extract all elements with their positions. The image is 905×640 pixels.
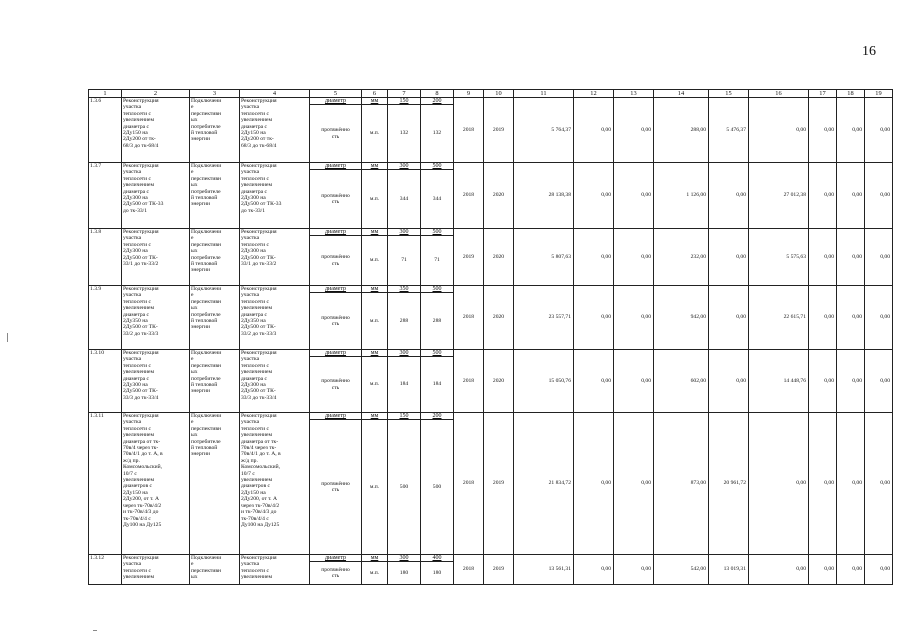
amount-c13: 0,00 <box>614 350 654 413</box>
column-number-cell: 3 <box>190 90 240 98</box>
value-before: 300 <box>388 555 421 562</box>
year-start: 2018 <box>454 555 484 585</box>
value-before: 300 <box>388 163 421 170</box>
project-name: Реконструкция участка теплосети с увеличением диаметра от тк- 70в/4 через тк- 70в/4/1 до т. А, в ж/д пр. Комсомольский, 10/7 с увеличением диаметров с 2Ду150 на 2Ду200, от т. А через тк-70в/4/2 и тк-70в/4/3 до тк-70в/4/4 с Ду100 на Ду125 <box>122 413 190 555</box>
amount-c17: 0,00 <box>809 555 837 585</box>
project-purpose: Подключени е перспективн ых потребителе й тепловой энергии <box>190 286 240 350</box>
table-row <box>89 350 893 357</box>
column-number-cell: 16 <box>749 90 809 98</box>
table-row <box>89 98 893 105</box>
value-after: 180 <box>421 562 454 585</box>
project-purpose: Подключени е перспективн ых потребителе й тепловой энергии <box>190 229 240 286</box>
amount-c14: 1 126,00 <box>654 163 709 229</box>
amount-c19: 0,00 <box>865 229 893 286</box>
amount-c19: 0,00 <box>865 555 893 585</box>
year-end: 2020 <box>484 286 514 350</box>
amount-c16: 14 448,76 <box>749 350 809 413</box>
year-end: 2020 <box>484 163 514 229</box>
amount-c12: 0,00 <box>574 163 614 229</box>
value-after: 500 <box>421 163 454 170</box>
parameter-unit: м.п. <box>362 170 388 229</box>
value-after: 500 <box>421 420 454 555</box>
column-number-cell: 8 <box>421 90 454 98</box>
project-description: Реконструкция участка теплосети с увеличением диаметра с 2Ду350 на 2Ду500 от ТК- 33/2 до тк-33/3 <box>240 286 310 350</box>
amount-c13: 0,00 <box>614 413 654 555</box>
parameter-name: протяжённо сть <box>310 420 362 555</box>
amount-c13: 0,00 <box>614 229 654 286</box>
value-before: 184 <box>388 357 421 413</box>
value-after: 200 <box>421 413 454 420</box>
value-after: 500 <box>421 286 454 293</box>
row-code: 1.3.7 <box>89 163 122 229</box>
project-name: Реконструкция участка теплосети с 2Ду300 на 2Ду500 от ТК- 33/1 до тк-33/2 <box>122 229 190 286</box>
column-number-cell: 6 <box>362 90 388 98</box>
amount-c17: 0,00 <box>809 163 837 229</box>
column-number-cell: 14 <box>654 90 709 98</box>
amount-total: 28 138,38 <box>514 163 574 229</box>
value-after: 288 <box>421 293 454 350</box>
amount-c16: 0,00 <box>749 555 809 585</box>
amount-c14: 942,00 <box>654 286 709 350</box>
column-number-cell: 2 <box>122 90 190 98</box>
margin-mark <box>7 333 8 342</box>
value-after: 184 <box>421 357 454 413</box>
project-description: Реконструкция участка теплосети с увеличением диаметра от тк- 70в/4 через тк- 70в/4/1 до т. А, в ж/д пр. Комсомольский, 10/7 с увеличением диаметров с 2Ду150 на 2Ду200, от т. А через тк-70в/4/2 и тк-70в/4/3 до тк-70в/4/4 с Ду100 на Ду125 <box>240 413 310 555</box>
amount-c16: 22 615,71 <box>749 286 809 350</box>
year-end: 2019 <box>484 413 514 555</box>
parameter-name: диаметр <box>310 229 362 236</box>
parameter-name: диаметр <box>310 413 362 420</box>
column-number-cell: 9 <box>454 90 484 98</box>
value-before: 300 <box>388 229 421 236</box>
amount-total: 5 764,37 <box>514 98 574 163</box>
column-number-cell: 7 <box>388 90 421 98</box>
column-number-cell: 12 <box>574 90 614 98</box>
parameter-name: диаметр <box>310 163 362 170</box>
value-before: 344 <box>388 170 421 229</box>
table-row <box>89 163 893 170</box>
amount-c18: 0,00 <box>837 98 865 163</box>
year-start: 2018 <box>454 163 484 229</box>
year-start: 2019 <box>454 229 484 286</box>
value-after: 71 <box>421 236 454 286</box>
parameter-name: диаметр <box>310 350 362 357</box>
project-purpose: Подключени е перспективн ых потребителе й тепловой энергии <box>190 98 240 163</box>
amount-c19: 0,00 <box>865 163 893 229</box>
value-before: 150 <box>388 413 421 420</box>
project-description: Реконструкция участка теплосети с 2Ду300 на 2Ду500 от ТК- 33/1 до тк-33/2 <box>240 229 310 286</box>
parameter-unit: мм <box>362 229 388 236</box>
amount-c16: 0,00 <box>749 98 809 163</box>
parameter-unit: м.п. <box>362 105 388 163</box>
amount-c13: 0,00 <box>614 286 654 350</box>
project-purpose: Подключени е перспективн ых потребителе й тепловой энергии <box>190 350 240 413</box>
value-before: 132 <box>388 105 421 163</box>
amount-c14: 288,00 <box>654 98 709 163</box>
amount-c16: 5 575,63 <box>749 229 809 286</box>
project-description: Реконструкция участка теплосети с увеличением <box>240 555 310 585</box>
column-number-cell: 19 <box>865 90 893 98</box>
year-end: 2020 <box>484 229 514 286</box>
amount-c15: 0,00 <box>709 163 749 229</box>
amount-c17: 0,00 <box>809 350 837 413</box>
parameter-name: протяжённо сть <box>310 562 362 585</box>
amount-c15: 0,00 <box>709 229 749 286</box>
year-end: 2020 <box>484 350 514 413</box>
value-after: 132 <box>421 105 454 163</box>
amount-c18: 0,00 <box>837 286 865 350</box>
amount-c16: 27 012,38 <box>749 163 809 229</box>
parameter-unit: м.п. <box>362 236 388 286</box>
parameter-unit: м.п. <box>362 420 388 555</box>
table-row <box>89 555 893 562</box>
margin-mark <box>93 630 97 631</box>
amount-total: 21 834,72 <box>514 413 574 555</box>
amount-c15: 13 019,31 <box>709 555 749 585</box>
amount-c18: 0,00 <box>837 350 865 413</box>
parameter-name: протяжённо сть <box>310 293 362 350</box>
value-before: 300 <box>388 350 421 357</box>
amount-c15: 5 476,37 <box>709 98 749 163</box>
parameter-unit: мм <box>362 350 388 357</box>
year-start: 2018 <box>454 286 484 350</box>
year-start: 2018 <box>454 413 484 555</box>
amount-total: 23 557,71 <box>514 286 574 350</box>
amount-c17: 0,00 <box>809 413 837 555</box>
amount-c12: 0,00 <box>574 286 614 350</box>
amount-c13: 0,00 <box>614 163 654 229</box>
parameter-unit: м.п. <box>362 357 388 413</box>
value-before: 71 <box>388 236 421 286</box>
project-description: Реконструкция участка теплосети с увеличением диаметра с 2Ду300 на 2Ду500 от ТК-33 до тк-33/1 <box>240 163 310 229</box>
amount-c12: 0,00 <box>574 413 614 555</box>
row-code: 1.3.11 <box>89 413 122 555</box>
amount-c18: 0,00 <box>837 163 865 229</box>
value-before: 180 <box>388 562 421 585</box>
amount-c19: 0,00 <box>865 413 893 555</box>
parameter-name: диаметр <box>310 98 362 105</box>
amount-c13: 0,00 <box>614 555 654 585</box>
value-before: 350 <box>388 286 421 293</box>
amount-c16: 0,00 <box>749 413 809 555</box>
row-code: 1.3.8 <box>89 229 122 286</box>
column-number-cell: 13 <box>614 90 654 98</box>
amount-c14: 602,00 <box>654 350 709 413</box>
column-number-cell: 5 <box>310 90 362 98</box>
project-name: Реконструкция участка теплосети с увеличением диаметра с 2Ду300 на 2Ду500 от ТК- 33/3 до тк-33/4 <box>122 350 190 413</box>
value-after: 400 <box>421 555 454 562</box>
table-body <box>89 90 893 585</box>
parameter-unit: мм <box>362 555 388 562</box>
value-after: 500 <box>421 350 454 357</box>
column-number-cell: 4 <box>240 90 310 98</box>
amount-total: 13 561,31 <box>514 555 574 585</box>
column-number-cell: 11 <box>514 90 574 98</box>
amount-c14: 542,00 <box>654 555 709 585</box>
project-purpose: Подключени е перспективн ых <box>190 555 240 585</box>
project-name: Реконструкция участка теплосети с увеличением <box>122 555 190 585</box>
year-end: 2019 <box>484 555 514 585</box>
parameter-name: диаметр <box>310 286 362 293</box>
amount-c15: 0,00 <box>709 350 749 413</box>
project-name: Реконструкция участка теплосети с увеличением диаметра с 2Ду350 на 2Ду500 от ТК- 33/2 до тк-33/3 <box>122 286 190 350</box>
project-description: Реконструкция участка теплосети с увеличением диаметра с 2Ду150 на 2Ду200 от тк- 68/3 до тк-68/4 <box>240 98 310 163</box>
parameter-unit: мм <box>362 286 388 293</box>
page-number: 16 <box>862 44 876 59</box>
parameter-name: протяжённо сть <box>310 236 362 286</box>
amount-c18: 0,00 <box>837 413 865 555</box>
project-description: Реконструкция участка теплосети с увеличением диаметра с 2Ду300 на 2Ду500 от ТК- 33/3 до тк-33/4 <box>240 350 310 413</box>
value-before: 150 <box>388 98 421 105</box>
project-name: Реконструкция участка теплосети с увеличением диаметра с 2Ду150 на 2Ду200 от тк- 68/3 до тк-68/4 <box>122 98 190 163</box>
column-number-cell: 1 <box>89 90 122 98</box>
row-code: 1.3.6 <box>89 98 122 163</box>
amount-c18: 0,00 <box>837 555 865 585</box>
column-number-cell: 10 <box>484 90 514 98</box>
table-row <box>89 286 893 293</box>
parameter-unit: мм <box>362 163 388 170</box>
year-start: 2018 <box>454 350 484 413</box>
amount-c19: 0,00 <box>865 98 893 163</box>
parameter-name: диаметр <box>310 555 362 562</box>
value-after: 200 <box>421 98 454 105</box>
amount-c18: 0,00 <box>837 229 865 286</box>
value-after: 344 <box>421 170 454 229</box>
amount-c12: 0,00 <box>574 98 614 163</box>
project-purpose: Подключени е перспективн ых потребителе й тепловой энергии <box>190 413 240 555</box>
year-end: 2019 <box>484 98 514 163</box>
value-before: 500 <box>388 420 421 555</box>
parameter-unit: м.п. <box>362 562 388 585</box>
parameter-name: протяжённо сть <box>310 357 362 413</box>
column-number-cell: 15 <box>709 90 749 98</box>
amount-c14: 232,00 <box>654 229 709 286</box>
row-code: 1.3.10 <box>89 350 122 413</box>
amount-c17: 0,00 <box>809 286 837 350</box>
column-number-cell: 17 <box>809 90 837 98</box>
amount-c12: 0,00 <box>574 350 614 413</box>
parameter-name: протяжённо сть <box>310 105 362 163</box>
amount-c17: 0,00 <box>809 229 837 286</box>
amount-c19: 0,00 <box>865 286 893 350</box>
amount-c15: 0,00 <box>709 286 749 350</box>
amount-c19: 0,00 <box>865 350 893 413</box>
row-code: 1.3.9 <box>89 286 122 350</box>
amount-c13: 0,00 <box>614 98 654 163</box>
parameter-unit: м.п. <box>362 293 388 350</box>
amount-total: 5 807,63 <box>514 229 574 286</box>
row-code: 1.3.12 <box>89 555 122 585</box>
amount-c12: 0,00 <box>574 555 614 585</box>
column-number-row <box>89 90 893 98</box>
amount-c14: 873,00 <box>654 413 709 555</box>
value-before: 288 <box>388 293 421 350</box>
table-row <box>89 229 893 236</box>
parameter-name: протяжённо сть <box>310 170 362 229</box>
amount-c15: 20 961,72 <box>709 413 749 555</box>
amount-total: 15 050,76 <box>514 350 574 413</box>
amount-c17: 0,00 <box>809 98 837 163</box>
amount-c12: 0,00 <box>574 229 614 286</box>
parameter-unit: мм <box>362 413 388 420</box>
year-start: 2018 <box>454 98 484 163</box>
project-name: Реконструкция участка теплосети с увеличением диаметра с 2Ду300 на 2Ду500 от ТК-33 до тк-33/1 <box>122 163 190 229</box>
table-row <box>89 413 893 420</box>
project-purpose: Подключени е перспективн ых потребителе й тепловой энергии <box>190 163 240 229</box>
investment-program-table <box>88 89 893 585</box>
value-after: 500 <box>421 229 454 236</box>
parameter-unit: мм <box>362 98 388 105</box>
column-number-cell: 18 <box>837 90 865 98</box>
